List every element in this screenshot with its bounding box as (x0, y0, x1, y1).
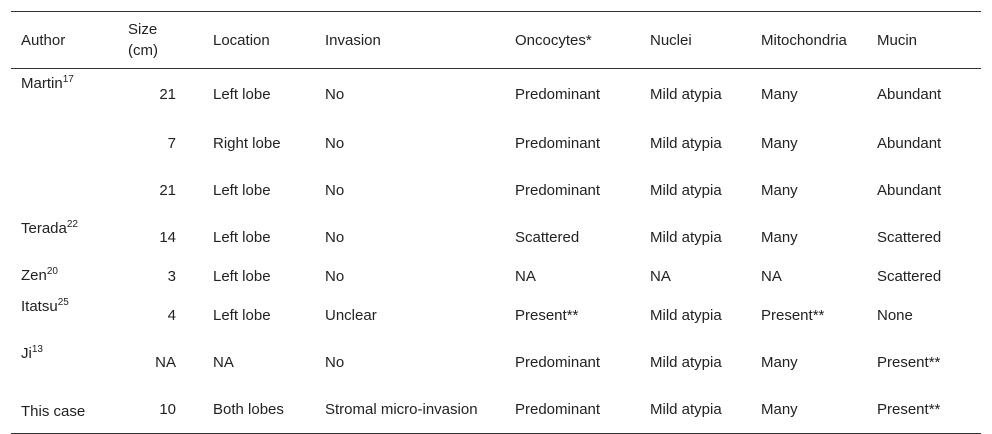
cell-nuclei: Mild atypia (650, 354, 722, 371)
cell-mucin: Scattered (877, 268, 942, 285)
cell-invasion: No (325, 268, 345, 285)
cell-invasion: No (325, 182, 345, 199)
cell-oncocytes: Predominant (515, 354, 601, 371)
cell-location: Both lobes (213, 401, 284, 418)
reference-superscript: 20 (46, 266, 58, 277)
table-row (11, 261, 981, 292)
cell-size: 4 (167, 307, 176, 324)
author-name: This case (21, 402, 86, 420)
cell-nuclei: Mild atypia (650, 307, 722, 324)
comparison-table (11, 11, 981, 434)
cell-mucin: Present** (877, 401, 941, 418)
reference-superscript: 25 (57, 297, 69, 308)
cell-location: Left lobe (213, 229, 271, 246)
cell-location: Left lobe (213, 307, 271, 324)
cell-oncocytes: Predominant (515, 135, 601, 152)
table-row (11, 167, 981, 214)
cell-invasion: Unclear (325, 307, 377, 324)
cell-oncocytes: NA (515, 268, 536, 285)
cell-nuclei: NA (650, 268, 671, 285)
cell-invasion: No (325, 354, 345, 371)
cell-mucin: None (877, 307, 913, 324)
cell-mitochondria: Present** (761, 307, 825, 324)
header-location: Location (213, 31, 270, 49)
cell-mitochondria: NA (761, 268, 782, 285)
cell-nuclei: Mild atypia (650, 182, 722, 199)
header-row (11, 12, 981, 69)
cell-size: 21 (159, 86, 176, 103)
cell-invasion: No (325, 135, 345, 152)
author-name: Martin (21, 75, 63, 92)
cell-location: Left lobe (213, 268, 271, 285)
cell-oncocytes: Present** (515, 307, 579, 324)
reference-superscript: 17 (62, 74, 74, 85)
author-name: Itatsu (21, 298, 58, 315)
cell-invasion: Stromal micro-invasion (325, 401, 478, 418)
cell-oncocytes: Predominant (515, 182, 601, 199)
table-row (11, 339, 981, 386)
table-row (11, 292, 981, 339)
author-name: Terada (21, 220, 67, 237)
cell-author (11, 261, 119, 292)
table-body (11, 69, 981, 434)
cell-mitochondria: Many (761, 135, 798, 152)
cell-location: NA (213, 354, 234, 371)
cell-oncocytes: Scattered (515, 229, 580, 246)
cell-author (11, 167, 119, 214)
header-invasion: Invasion (325, 31, 381, 49)
author-name: Ji (21, 345, 32, 362)
cell-author (11, 120, 119, 167)
table-row (11, 69, 981, 121)
cell-author (11, 69, 119, 121)
cell-mitochondria: Many (761, 354, 798, 371)
cell-mucin: Abundant (877, 86, 942, 103)
cell-invasion: No (325, 229, 345, 246)
cell-nuclei: Mild atypia (650, 135, 722, 152)
cell-size: NA (155, 354, 176, 371)
cell-author (11, 214, 119, 261)
reference-superscript: 22 (66, 219, 78, 230)
cell-oncocytes: Predominant (515, 401, 601, 418)
cell-oncocytes: Predominant (515, 86, 601, 103)
cell-location: Left lobe (213, 86, 271, 103)
cell-location: Left lobe (213, 182, 271, 199)
cell-mucin: Scattered (877, 229, 942, 246)
cell-author (11, 292, 119, 339)
header-size: Size (cm) (128, 21, 158, 59)
cell-mucin: Abundant (877, 182, 942, 199)
header-nuclei: Nuclei (650, 31, 692, 49)
reference-superscript: 13 (31, 344, 43, 355)
cell-mitochondria: Many (761, 86, 798, 103)
cell-size: 10 (159, 401, 176, 418)
cell-nuclei: Mild atypia (650, 229, 722, 246)
cell-mitochondria: Many (761, 182, 798, 199)
cell-author (11, 339, 119, 386)
cell-mitochondria: Many (761, 229, 798, 246)
author-name: Zen (21, 267, 47, 284)
table-row (11, 386, 981, 434)
cell-mucin: Present** (877, 354, 941, 371)
cell-location: Right lobe (213, 135, 281, 152)
cell-size: 21 (159, 182, 176, 199)
cell-mucin: Abundant (877, 135, 942, 152)
header-mitochondria: Mitochondria (761, 31, 847, 49)
header-oncocytes: Oncocytes* (515, 31, 592, 49)
cell-invasion: No (325, 86, 345, 103)
cell-size: 7 (167, 135, 176, 152)
table-row (11, 120, 981, 167)
header-mucin: Mucin (877, 31, 918, 49)
comparison-table-container (11, 11, 981, 434)
header-author: Author (21, 31, 66, 49)
cell-size: 14 (159, 229, 176, 246)
cell-nuclei: Mild atypia (650, 401, 722, 418)
cell-size: 3 (167, 268, 176, 285)
cell-author (11, 386, 119, 434)
cell-mitochondria: Many (761, 401, 798, 418)
table-row (11, 214, 981, 261)
cell-nuclei: Mild atypia (650, 86, 722, 103)
